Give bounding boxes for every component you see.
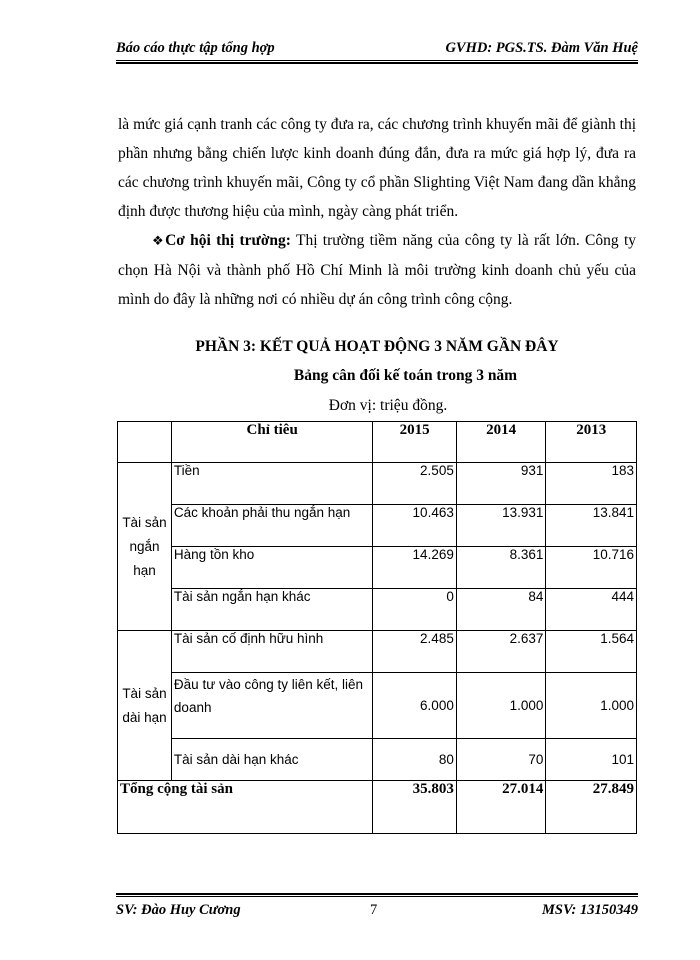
row-label: Tài sản dài hạn khác: [171, 739, 372, 781]
value-2013: 1.564: [546, 631, 637, 673]
row-label: Tài sản cố định hữu hình: [171, 631, 372, 673]
row-label: Đầu tư vào công ty liên kết, liên doanh: [171, 673, 372, 739]
table-row: [118, 547, 637, 589]
total-label: Tổng cộng tài sản: [118, 781, 373, 834]
table-row: [118, 589, 637, 631]
value-2014: 84: [456, 589, 546, 631]
table-total-row: [118, 781, 637, 834]
balance-sheet-table: [117, 421, 637, 834]
table-unit: Đơn vị: triệu đồng.: [328, 397, 448, 414]
section-title: PHẦN 3: KẾT QUẢ HOẠT ĐỘNG 3 NĂM GẦN ĐÂY: [195, 338, 559, 355]
value-2015: 14.269: [373, 547, 456, 589]
value-2014: 1.000: [456, 673, 546, 739]
value-2015: 2.485: [373, 631, 456, 673]
value-2015: 6.000: [373, 673, 456, 739]
header-2013: 2013: [546, 422, 637, 463]
value-2014: 70: [456, 739, 546, 781]
group-short-term-assets: Tài sản ngắn hạn: [118, 463, 172, 631]
table-title: Bảng cân đối kế toán trong 3 năm: [293, 367, 518, 384]
total-2014: 27.014: [456, 781, 546, 834]
value-2015: 80: [373, 739, 456, 781]
value-2013: 1.000: [546, 673, 637, 739]
row-label: Tiền: [171, 463, 372, 505]
table-row: [118, 631, 637, 673]
value-2014: 13.931: [456, 505, 546, 547]
page-number: 7: [370, 902, 378, 918]
header-2014: 2014: [456, 422, 546, 463]
value-2015: 10.463: [373, 505, 456, 547]
header-indicator: Chỉ tiêu: [171, 422, 372, 463]
row-label: Các khoản phải thu ngắn hạn: [171, 505, 372, 547]
body-text: [118, 110, 636, 314]
paragraph-2-text: Thị trường tiềm năng của công ty là rất lớn. Công ty chọn Hà Nội và thành phố Hồ Chí Minh là môi trường kinh doanh chủ yếu của mình do đây là những nơi có nhiều dự án công trình công cộng.: [118, 232, 636, 308]
total-2015: 35.803: [373, 781, 456, 834]
footer-student-id: MSV: 13150349: [541, 902, 638, 918]
header-report-title: Báo cáo thực tập tổng hợp: [116, 40, 275, 56]
page-header: [116, 38, 638, 61]
value-2015: 0: [373, 589, 456, 631]
total-2013: 27.849: [546, 781, 637, 834]
value-2014: 8.361: [456, 547, 546, 589]
footer-rule: [116, 893, 638, 895]
paragraph-2-heading: Cơ hội thị trường:: [165, 232, 291, 249]
group-long-term-assets: Tài sản dài hạn: [118, 631, 172, 781]
value-2013: 13.841: [546, 505, 637, 547]
value-2014: 931: [456, 463, 546, 505]
value-2013: 101: [546, 739, 637, 781]
row-label: Tài sản ngắn hạn khác: [171, 589, 372, 631]
value-2013: 10.716: [546, 547, 637, 589]
row-label: Hàng tồn kho: [171, 547, 372, 589]
table-row: [118, 505, 637, 547]
header-supervisor: GVHD: PGS.TS. Đàm Văn Huệ: [445, 40, 638, 56]
value-2015: 2.505: [373, 463, 456, 505]
table-row: [118, 463, 637, 505]
value-2013: 183: [546, 463, 637, 505]
table-header-row: [118, 422, 637, 463]
header-blank: [118, 422, 172, 463]
table-row: [118, 739, 637, 781]
value-2014: 2.637: [456, 631, 546, 673]
footer-student: SV: Đào Huy Cương: [116, 902, 241, 918]
page-footer: [116, 896, 638, 919]
header-rule: [116, 62, 638, 64]
header-2015: 2015: [373, 422, 456, 463]
diamond-bullet-icon: ❖: [152, 234, 166, 249]
value-2013: 444: [546, 589, 637, 631]
paragraph-2: [118, 226, 636, 314]
paragraph-1: là mức giá cạnh tranh các công ty đưa ra, các chương trình khuyến mãi để giành thị phần nhưng bằng chiến lược kinh doanh đúng đắn, đưa ra mức giá hợp lý, đưa ra các chương trình khuyến mãi, Công ty cổ phần Slighting Việt Nam đang dần khẳng định được thương hiệu của mình, ngày càng phát triển.: [118, 116, 636, 220]
table-row: [118, 673, 637, 739]
